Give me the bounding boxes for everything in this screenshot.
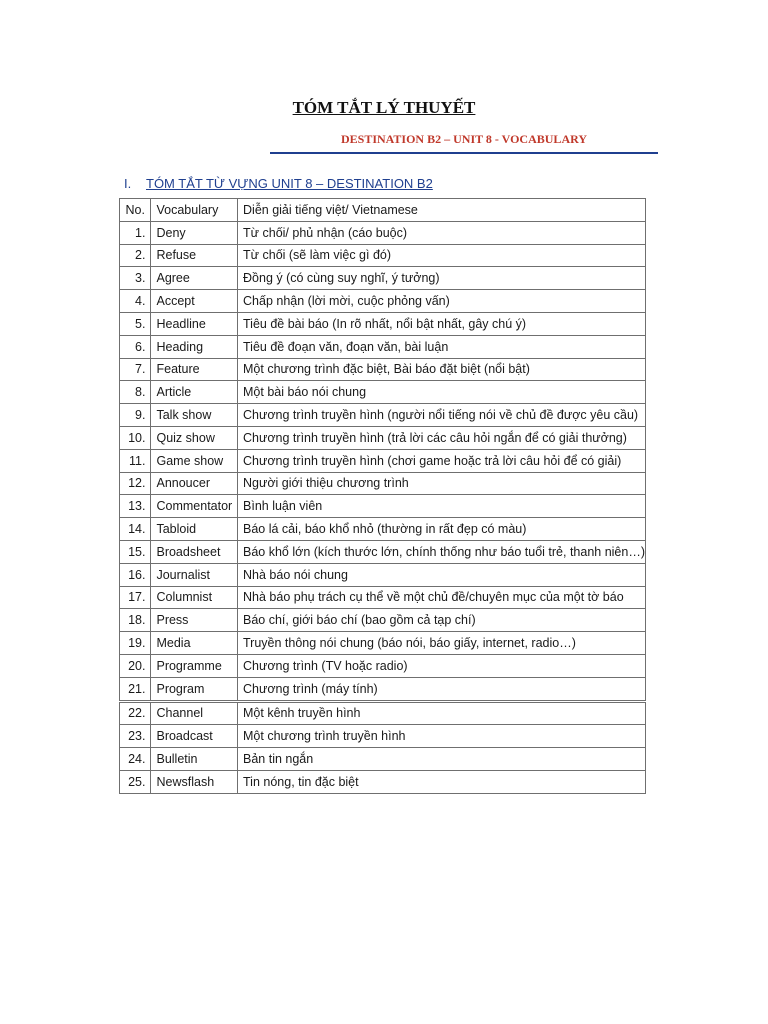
row-number: 10.: [120, 426, 151, 449]
section-heading: [124, 176, 433, 191]
row-word: Feature: [151, 358, 238, 381]
table-row: [120, 540, 646, 563]
row-meaning: Báo khổ lớn (kích thước lớn, chính thống như báo tuổi trẻ, thanh niên…): [238, 540, 646, 563]
table-body: [120, 221, 646, 793]
table-header-row: [120, 199, 646, 222]
row-number: 14.: [120, 518, 151, 541]
row-word: Broadsheet: [151, 540, 238, 563]
table-row: [120, 449, 646, 472]
row-number: 3.: [120, 267, 151, 290]
header-no: No.: [120, 199, 151, 222]
section-title: TÓM TẮT TỪ VỰNG UNIT 8 – DESTINATION B2: [146, 176, 433, 191]
row-number: 11.: [120, 449, 151, 472]
document-title: TÓM TẮT LÝ THUYẾT: [292, 98, 476, 117]
table-row: [120, 290, 646, 313]
row-word: Media: [151, 632, 238, 655]
row-meaning: Từ chối (sẽ làm việc gì đó): [238, 244, 646, 267]
row-meaning: Chương trình truyền hình (người nổi tiếng nói về chủ đề được yêu cầu): [238, 404, 646, 427]
row-number: 9.: [120, 404, 151, 427]
row-meaning: Nhà báo nói chung: [238, 563, 646, 586]
row-meaning: Tiêu đề đoạn văn, đoạn văn, bài luận: [238, 335, 646, 358]
table-row: [120, 267, 646, 290]
table-row: [120, 563, 646, 586]
row-meaning: Nhà báo phụ trách cụ thể về một chủ đề/chuyên mục của một tờ báo: [238, 586, 646, 609]
table-row: [120, 335, 646, 358]
row-word: Annoucer: [151, 472, 238, 495]
row-number: 2.: [120, 244, 151, 267]
row-number: 22.: [120, 701, 151, 725]
table-row: [120, 654, 646, 677]
row-meaning: Chương trình (máy tính): [238, 677, 646, 701]
row-word: Press: [151, 609, 238, 632]
row-number: 7.: [120, 358, 151, 381]
header-meaning: Diễn giải tiếng việt/ Vietnamese: [238, 199, 646, 222]
table-row: [120, 632, 646, 655]
row-word: Program: [151, 677, 238, 701]
row-number: 6.: [120, 335, 151, 358]
table-row: [120, 244, 646, 267]
section-number: I.: [124, 176, 132, 191]
row-word: Article: [151, 381, 238, 404]
table-row: [120, 677, 646, 701]
row-meaning: Chấp nhận (lời mời, cuộc phỏng vấn): [238, 290, 646, 313]
table-row: [120, 725, 646, 748]
row-meaning: Tin nóng, tin đặc biệt: [238, 770, 646, 793]
row-number: 13.: [120, 495, 151, 518]
row-number: 18.: [120, 609, 151, 632]
row-word: Columnist: [151, 586, 238, 609]
row-number: 4.: [120, 290, 151, 313]
row-number: 1.: [120, 221, 151, 244]
table-row: [120, 701, 646, 725]
row-number: 20.: [120, 654, 151, 677]
header-vocabulary: Vocabulary: [151, 199, 238, 222]
row-meaning: Chương trình (TV hoặc radio): [238, 654, 646, 677]
row-meaning: Truyền thông nói chung (báo nói, báo giấy, internet, radio…): [238, 632, 646, 655]
table-row: [120, 472, 646, 495]
row-word: Quiz show: [151, 426, 238, 449]
row-number: 23.: [120, 725, 151, 748]
row-word: Accept: [151, 290, 238, 313]
row-word: Talk show: [151, 404, 238, 427]
row-word: Headline: [151, 312, 238, 335]
table-row: [120, 748, 646, 771]
row-number: 24.: [120, 748, 151, 771]
row-word: Channel: [151, 701, 238, 725]
row-meaning: Báo chí, giới báo chí (bao gồm cả tạp chí): [238, 609, 646, 632]
row-number: 17.: [120, 586, 151, 609]
row-number: 21.: [120, 677, 151, 701]
table-row: [120, 609, 646, 632]
row-meaning: Chương trình truyền hình (trả lời các câu hỏi ngắn để có giải thưởng): [238, 426, 646, 449]
row-word: Heading: [151, 335, 238, 358]
table-row: [120, 426, 646, 449]
row-number: 19.: [120, 632, 151, 655]
row-meaning: Báo lá cải, báo khổ nhỏ (thường in rất đẹp có màu): [238, 518, 646, 541]
table-row: [120, 770, 646, 793]
row-word: Agree: [151, 267, 238, 290]
table-row: [120, 404, 646, 427]
row-number: 5.: [120, 312, 151, 335]
row-meaning: Người giới thiệu chương trình: [238, 472, 646, 495]
row-meaning: Chương trình truyền hình (chơi game hoặc trả lời câu hỏi để có giải): [238, 449, 646, 472]
row-word: Bulletin: [151, 748, 238, 771]
row-number: 25.: [120, 770, 151, 793]
row-number: 12.: [120, 472, 151, 495]
row-word: Programme: [151, 654, 238, 677]
row-word: Deny: [151, 221, 238, 244]
row-meaning: Từ chối/ phủ nhận (cáo buộc): [238, 221, 646, 244]
row-meaning: Bản tin ngắn: [238, 748, 646, 771]
row-word: Journalist: [151, 563, 238, 586]
row-number: 15.: [120, 540, 151, 563]
row-meaning: Một chương trình truyền hình: [238, 725, 646, 748]
row-word: Tabloid: [151, 518, 238, 541]
row-meaning: Bình luận viên: [238, 495, 646, 518]
row-meaning: Một chương trình đặc biệt, Bài báo đặt biệt (nổi bật): [238, 358, 646, 381]
row-number: 16.: [120, 563, 151, 586]
table-row: [120, 312, 646, 335]
table-row: [120, 495, 646, 518]
table-row: [120, 381, 646, 404]
row-number: 8.: [120, 381, 151, 404]
row-word: Broadcast: [151, 725, 238, 748]
row-word: Commentator: [151, 495, 238, 518]
table-row: [120, 586, 646, 609]
row-meaning: Tiêu đề bài báo (In rõ nhất, nổi bật nhất, gây chú ý): [238, 312, 646, 335]
table-row: [120, 358, 646, 381]
document-subtitle: DESTINATION B2 – UNIT 8 - VOCABULARY: [270, 132, 658, 154]
row-meaning: Đồng ý (có cùng suy nghĩ, ý tưởng): [238, 267, 646, 290]
table-row: [120, 518, 646, 541]
table-row: [120, 221, 646, 244]
row-word: Refuse: [151, 244, 238, 267]
row-meaning: Một bài báo nói chung: [238, 381, 646, 404]
vocabulary-table: [119, 198, 646, 794]
row-word: Newsflash: [151, 770, 238, 793]
row-meaning: Một kênh truyền hình: [238, 701, 646, 725]
row-word: Game show: [151, 449, 238, 472]
